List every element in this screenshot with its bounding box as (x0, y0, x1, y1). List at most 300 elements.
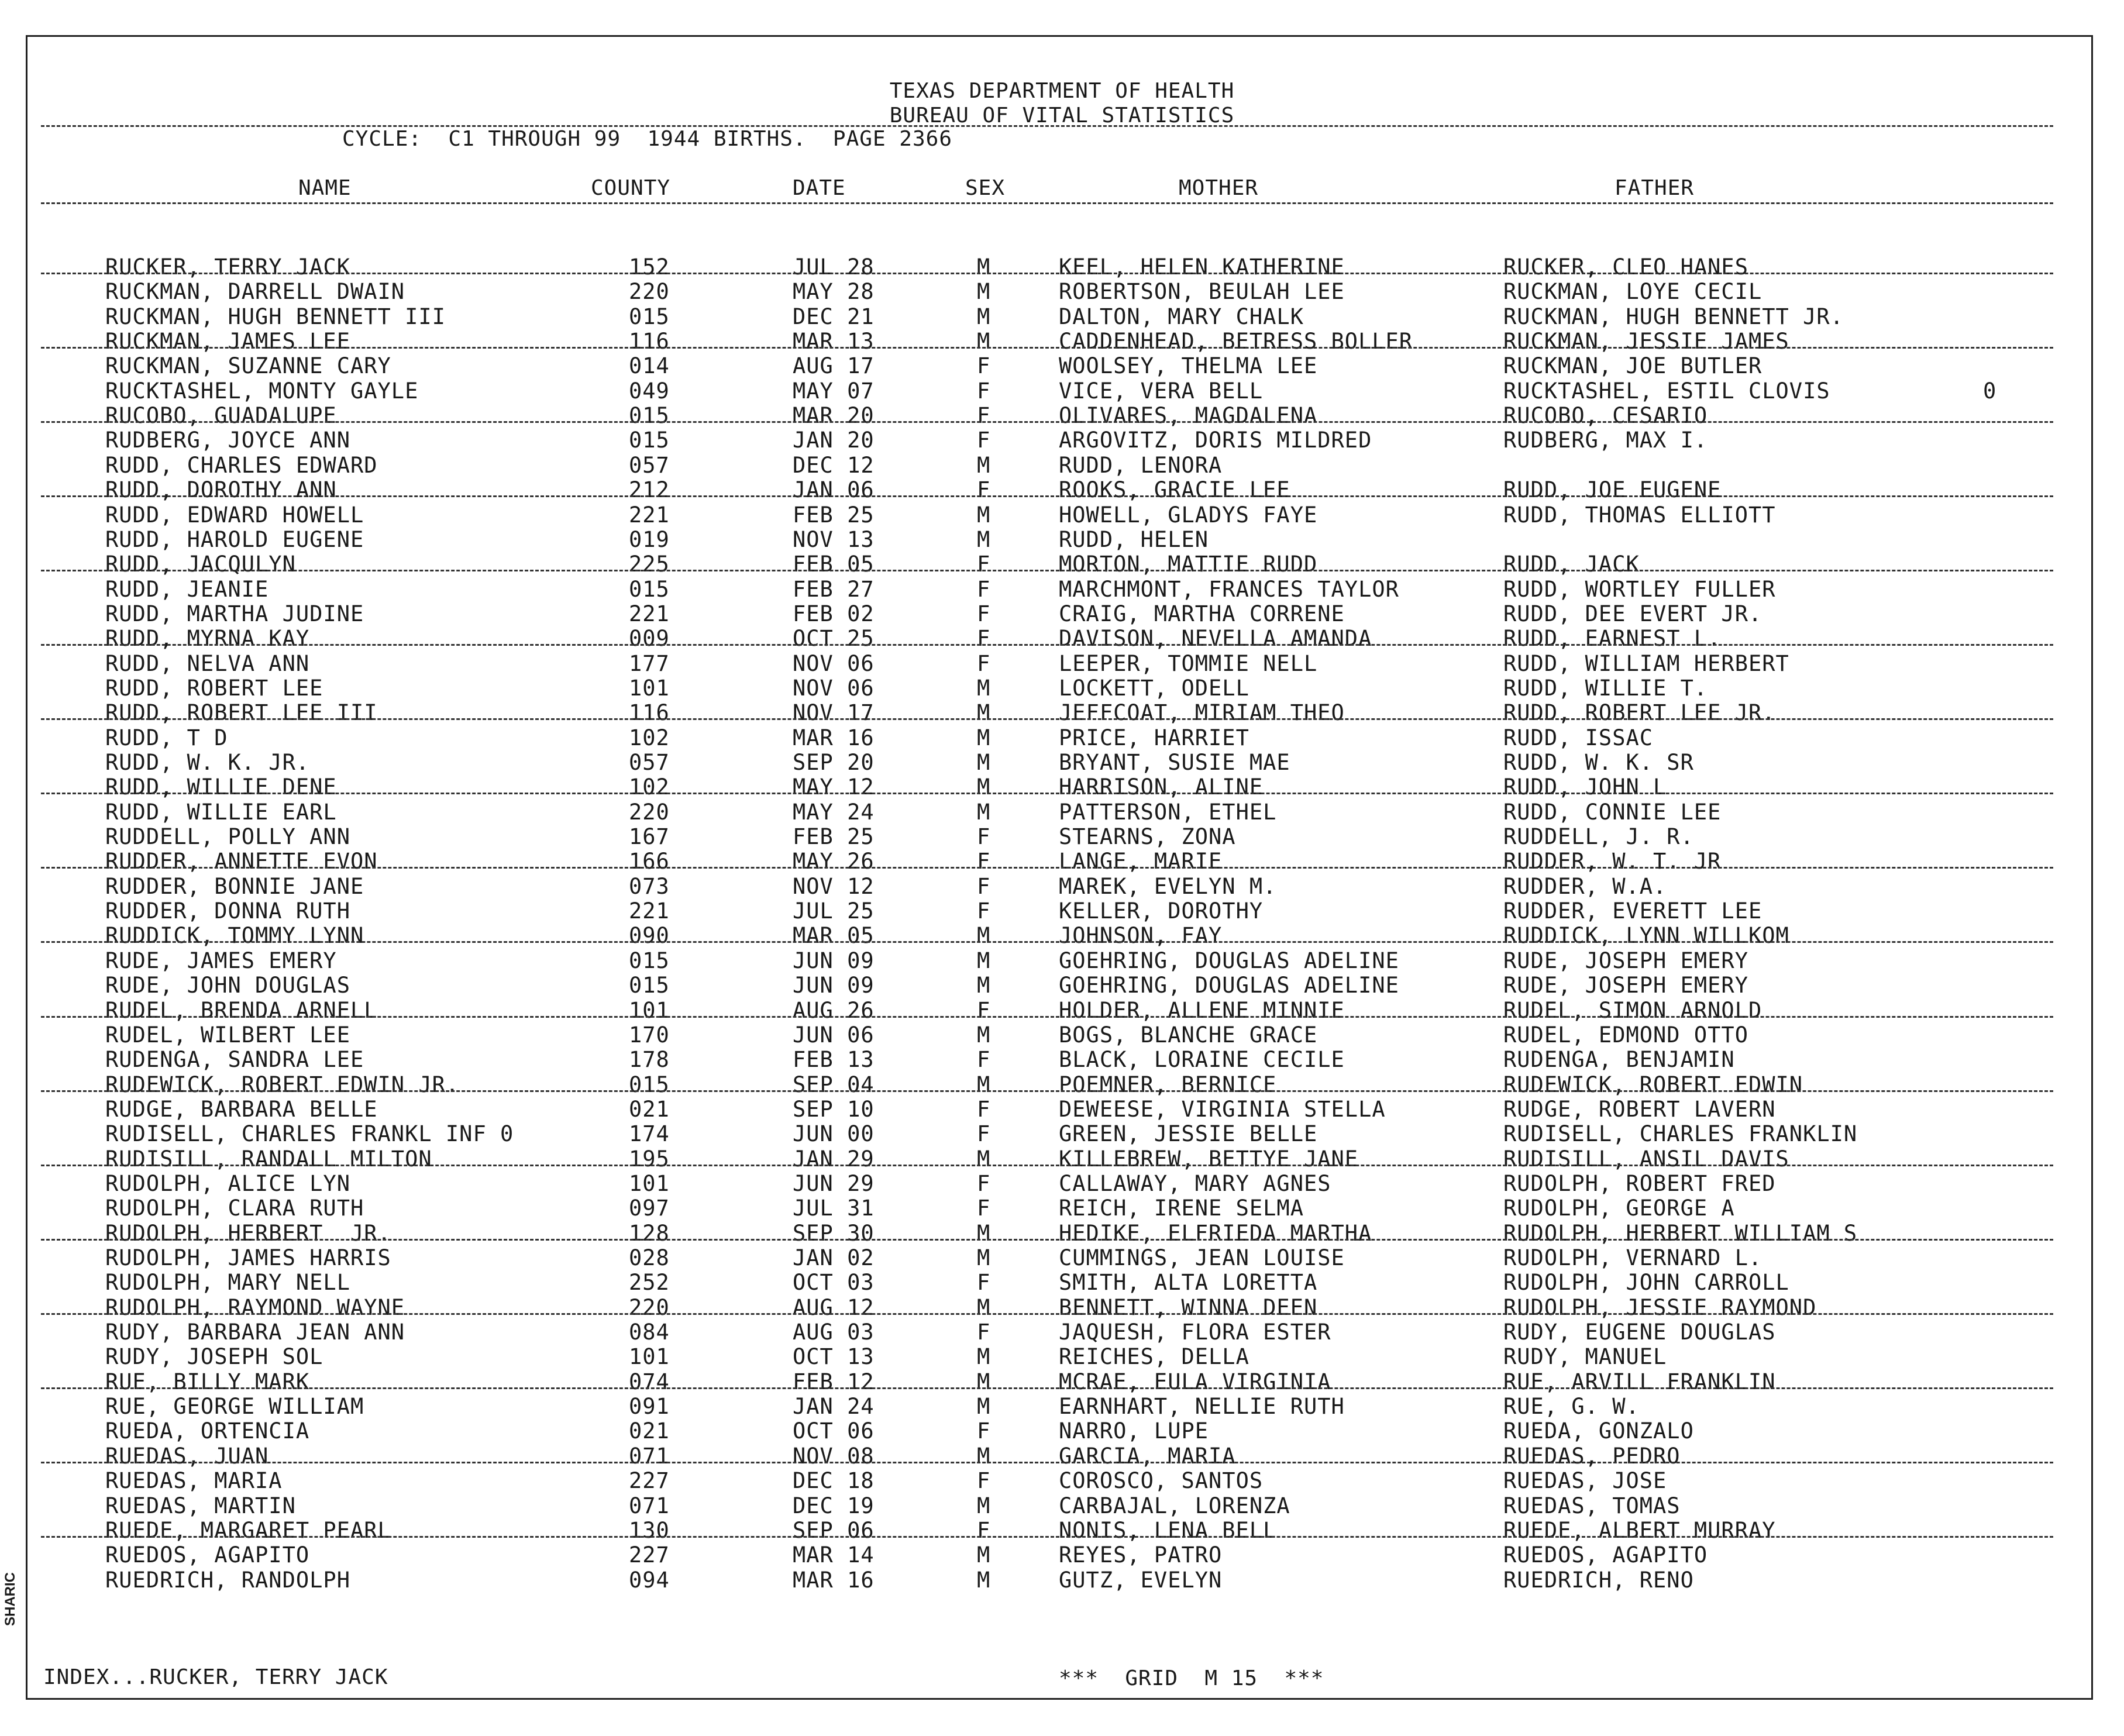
record-mother: JOHNSON, FAY (1059, 923, 1223, 949)
record-sex: M (977, 700, 991, 726)
record-father: RUEDAS, JOSE (1503, 1468, 1667, 1494)
record-date: JUN 09 (793, 948, 875, 973)
record-father: RUDENGA, BENJAMIN (1503, 1047, 1735, 1073)
record-father: RUDGE, ROBERT LAVERN (1503, 1096, 1776, 1122)
record-name: RUE, GEORGE WILLIAM (105, 1394, 364, 1420)
record-mother: ROOKS, GRACIE LEE (1059, 477, 1290, 503)
record-sex: M (977, 1220, 991, 1246)
record-father: RUEDOS, AGAPITO (1503, 1542, 1708, 1568)
col-header-mother: MOTHER (1179, 176, 1259, 200)
record-date: DEC 21 (793, 304, 875, 329)
record-name: RUDOLPH, ALICE LYN (105, 1170, 350, 1196)
record-father: RUCKMAN, LOYE CECIL (1503, 279, 1762, 305)
record-county: 220 (629, 799, 670, 825)
record-sex: F (977, 1170, 991, 1196)
record-date: JAN 29 (793, 1146, 875, 1172)
record-date: JUN 29 (793, 1170, 875, 1196)
record-county: 116 (629, 700, 670, 726)
record-sex: F (977, 378, 991, 404)
record-sex: M (977, 948, 991, 973)
record-father: RUDD, W. K. SR (1503, 750, 1694, 775)
record-date: JUL 28 (793, 254, 875, 280)
record-mother: MORTON, MATTIE RUDD (1059, 552, 1318, 577)
record-county: 015 (629, 948, 670, 973)
record-row (0, 1270, 2124, 1295)
record-date: OCT 06 (793, 1418, 875, 1444)
record-sex: F (977, 1320, 991, 1345)
record-row (0, 924, 2124, 948)
record-county: 091 (629, 1394, 670, 1420)
record-county: 049 (629, 378, 670, 404)
record-sex: M (977, 452, 991, 478)
record-county: 101 (629, 675, 670, 701)
record-county: 195 (629, 1146, 670, 1172)
record-name: RUDEL, WILBERT LEE (105, 1022, 350, 1048)
record-name: RUDD, WILLIE EARL (105, 799, 337, 825)
record-name: RUDDICK, TOMMY LYNN (105, 923, 364, 949)
record-mother: HOLDER, ALLENE MINNIE (1059, 997, 1345, 1023)
col-header-name: NAME (298, 176, 352, 200)
record-date: OCT 13 (793, 1344, 875, 1370)
record-name: RUDY, BARBARA JEAN ANN (105, 1320, 405, 1345)
record-row (0, 1296, 2124, 1320)
record-name: RUEDOS, AGAPITO (105, 1542, 310, 1568)
record-father: RUDISILL, ANSIL DAVIS (1503, 1146, 1789, 1172)
record-name: RUCKMAN, SUZANNE CARY (105, 353, 391, 379)
rule (41, 1016, 2053, 1018)
record-father: RUDD, JOHN L (1503, 774, 1667, 800)
record-row (0, 1147, 2124, 1172)
record-father: RUDDER, W. T. JR (1503, 849, 1722, 874)
record-father: RUCKMAN, JOE BUTLER (1503, 353, 1762, 379)
record-name: RUDD, NELVA ANN (105, 650, 310, 676)
record-row (0, 1172, 2124, 1196)
record-sex: M (977, 502, 991, 528)
record-mother: JEFFCOAT, MIRIAM THEO (1059, 700, 1345, 726)
record-name: RUDOLPH, RAYMOND WAYNE (105, 1294, 405, 1320)
record-sex: F (977, 552, 991, 577)
record-mother: BENNETT, WINNA DEEN (1059, 1294, 1318, 1320)
record-sex: M (977, 923, 991, 949)
record-name: RUDEWICK, ROBERT EDWIN JR. (105, 1072, 460, 1097)
record-date: JUN 09 (793, 973, 875, 998)
record-date: JUL 31 (793, 1196, 875, 1221)
record-mother: SMITH, ALTA LORETTA (1059, 1270, 1318, 1296)
record-sex: F (977, 873, 991, 899)
record-father: RUDD, EARNEST L. (1503, 626, 1722, 652)
record-father: RUDOLPH, GEORGE A (1503, 1196, 1735, 1221)
rule (41, 1462, 2053, 1463)
record-county: 021 (629, 1096, 670, 1122)
record-county: 102 (629, 774, 670, 800)
record-date: JAN 06 (793, 477, 875, 503)
record-mother: MCRAE, EULA VIRGINIA (1059, 1369, 1331, 1394)
record-date: JUL 25 (793, 898, 875, 924)
record-county: 019 (629, 526, 670, 552)
record-county: 097 (629, 1196, 670, 1221)
record-mother: REICHES, DELLA (1059, 1344, 1249, 1370)
record-date: NOV 17 (793, 700, 875, 726)
record-mother: KELLER, DOROTHY (1059, 898, 1264, 924)
record-county: 084 (629, 1320, 670, 1345)
record-row (0, 1494, 2124, 1518)
rule (41, 1313, 2053, 1315)
record-county: 227 (629, 1468, 670, 1494)
record-row (0, 626, 2124, 651)
record-date: MAY 28 (793, 279, 875, 305)
record-row (0, 1394, 2124, 1419)
record-mother: REICH, IRENE SELMA (1059, 1196, 1304, 1221)
record-county: 015 (629, 428, 670, 453)
record-mother: STEARNS, ZONA (1059, 824, 1236, 850)
record-date: MAY 26 (793, 849, 875, 874)
record-name: RUDY, JOSEPH SOL (105, 1344, 323, 1370)
record-father: RUDEL, EDMOND OTTO (1503, 1022, 1748, 1048)
record-date: NOV 06 (793, 675, 875, 701)
record-sex: F (977, 1121, 991, 1147)
rule (41, 421, 2053, 423)
record-name: RUDDER, BONNIE JANE (105, 873, 364, 899)
record-mother: CARBAJAL, LORENZA (1059, 1493, 1290, 1518)
record-row (0, 949, 2124, 973)
record-mother: LEEPER, TOMMIE NELL (1059, 650, 1318, 676)
rule (41, 867, 2053, 869)
record-county: 094 (629, 1567, 670, 1593)
record-county: 167 (629, 824, 670, 850)
record-father: RUEDAS, PEDRO (1503, 1443, 1681, 1469)
record-county: 227 (629, 1542, 670, 1568)
record-sex: F (977, 1270, 991, 1296)
record-sex: M (977, 973, 991, 998)
record-county: 166 (629, 849, 670, 874)
rule (41, 644, 2053, 646)
record-row (0, 305, 2124, 329)
record-father: RUDY, EUGENE DOUGLAS (1503, 1320, 1776, 1345)
record-name: RUDOLPH, CLARA RUTH (105, 1196, 364, 1221)
record-name: RUEDE, MARGARET PEARL (105, 1517, 391, 1543)
record-county: 015 (629, 973, 670, 998)
record-mother: MAREK, EVELYN M. (1059, 873, 1277, 899)
bureau-title: BUREAU OF VITAL STATISTICS (889, 104, 1235, 128)
record-row (0, 1023, 2124, 1048)
record-county: 015 (629, 576, 670, 602)
record-name: RUCKMAN, DARRELL DWAIN (105, 279, 405, 305)
agency-title: TEXAS DEPARTMENT OF HEALTH (889, 79, 1235, 103)
record-name: RUEDA, ORTENCIA (105, 1418, 310, 1444)
record-name: RUDD, MYRNA KAY (105, 626, 310, 652)
record-county: 014 (629, 353, 670, 379)
record-mother: GARCIA, MARIA (1059, 1443, 1236, 1469)
record-date: NOV 06 (793, 650, 875, 676)
record-county: 128 (629, 1220, 670, 1246)
record-county: 221 (629, 898, 670, 924)
record-county: 015 (629, 1072, 670, 1097)
record-mother: EARNHART, NELLIE RUTH (1059, 1394, 1345, 1420)
record-mother: POEMNER, BERNICE (1059, 1072, 1277, 1097)
record-row (0, 1444, 2124, 1469)
record-father: RUDY, MANUEL (1503, 1344, 1667, 1370)
record-name: RUDD, ROBERT LEE (105, 675, 323, 701)
record-row (0, 973, 2124, 998)
record-row (0, 849, 2124, 874)
record-county: 101 (629, 1344, 670, 1370)
record-name: RUDD, WILLIE DENE (105, 774, 337, 800)
record-mother: DALTON, MARY CHALK (1059, 304, 1304, 329)
record-father: RUDOLPH, HERBERT WILLIAM S (1503, 1220, 1858, 1246)
record-county: 071 (629, 1443, 670, 1469)
record-row (0, 676, 2124, 701)
record-row (0, 1097, 2124, 1122)
record-father: RUDOLPH, JESSIE RAYMOND (1503, 1294, 1817, 1320)
record-county: 074 (629, 1369, 670, 1394)
record-name: RUDDELL, POLLY ANN (105, 824, 350, 850)
record-county: 152 (629, 254, 670, 280)
record-date: FEB 27 (793, 576, 875, 602)
record-father: RUDE, JOSEPH EMERY (1503, 973, 1748, 998)
record-mother: BLACK, LORAINE CECILE (1059, 1047, 1345, 1073)
col-header-father: FATHER (1614, 176, 1695, 200)
record-sex: F (977, 1517, 991, 1543)
record-row (0, 1221, 2124, 1246)
record-sex: M (977, 675, 991, 701)
record-county: 220 (629, 1294, 670, 1320)
record-county: 221 (629, 502, 670, 528)
record-mother: COROSCO, SANTOS (1059, 1468, 1264, 1494)
record-row (0, 726, 2124, 750)
record-name: RUDGE, BARBARA BELLE (105, 1096, 378, 1122)
record-sex: M (977, 750, 991, 775)
record-county: 101 (629, 997, 670, 1023)
record-county: 177 (629, 650, 670, 676)
record-father: RUDISELL, CHARLES FRANKLIN (1503, 1121, 1858, 1147)
record-name: RUEDAS, MARIA (105, 1468, 283, 1494)
record-sex: F (977, 898, 991, 924)
record-father: RUE, ARVILL FRANKLIN (1503, 1369, 1776, 1394)
record-county: 116 (629, 329, 670, 354)
record-name: RUE, BILLY MARK (105, 1369, 310, 1394)
record-father: RUDDER, EVERETT LEE (1503, 898, 1762, 924)
record-mother: BOGS, BLANCHE GRACE (1059, 1022, 1318, 1048)
record-name: RUDISILL, RANDALL MILTON (105, 1146, 432, 1172)
record-mother: GREEN, JESSIE BELLE (1059, 1121, 1318, 1147)
record-name: RUDOLPH, JAMES HARRIS (105, 1245, 391, 1270)
record-date: SEP 10 (793, 1096, 875, 1122)
record-father: RUDOLPH, VERNARD L. (1503, 1245, 1762, 1270)
record-date: FEB 02 (793, 601, 875, 626)
record-row (0, 1419, 2124, 1444)
record-row (0, 528, 2124, 552)
record-name: RUCKTASHEL, MONTY GAYLE (105, 378, 419, 404)
record-sex: M (977, 1542, 991, 1568)
rule (41, 495, 2053, 497)
record-date: MAY 12 (793, 774, 875, 800)
record-row (0, 354, 2124, 378)
record-father: RUDD, THOMAS ELLIOTT (1503, 502, 1776, 528)
record-row (0, 503, 2124, 528)
record-mother: CUMMINGS, JEAN LOUISE (1059, 1245, 1345, 1270)
record-extra: 0 (1983, 378, 1997, 404)
record-sex: F (977, 576, 991, 602)
rule (41, 1387, 2053, 1389)
record-name: RUDD, HAROLD EUGENE (105, 526, 364, 552)
side-stamp: SHARIC (2, 1572, 18, 1626)
record-father: RUDD, ROBERT LEE JR. (1503, 700, 1776, 726)
record-date: FEB 13 (793, 1047, 875, 1073)
rule (41, 718, 2053, 720)
record-name: RUDISELL, CHARLES FRANKL INF 0 (105, 1121, 514, 1147)
col-header-date: DATE (793, 176, 846, 200)
record-row (0, 478, 2124, 502)
record-mother: CADDENHEAD, BETRESS BOLLER (1059, 329, 1413, 354)
record-mother: OLIVARES, MAGDALENA (1059, 403, 1318, 429)
record-mother: HEDIKE, ELFRIEDA MARTHA (1059, 1220, 1372, 1246)
record-date: MAR 16 (793, 1567, 875, 1593)
record-sex: F (977, 997, 991, 1023)
record-sex: M (977, 1245, 991, 1270)
record-date: FEB 25 (793, 502, 875, 528)
record-date: NOV 12 (793, 873, 875, 899)
record-father: RUDD, CONNIE LEE (1503, 799, 1722, 825)
record-father: RUDOLPH, ROBERT FRED (1503, 1170, 1776, 1196)
record-county: 130 (629, 1517, 670, 1543)
record-name: RUCOBO, GUADALUPE (105, 403, 337, 429)
record-date: OCT 03 (793, 1270, 875, 1296)
record-sex: M (977, 1146, 991, 1172)
record-sex: F (977, 849, 991, 874)
record-sex: M (977, 799, 991, 825)
record-row (0, 1469, 2124, 1493)
record-sex: M (977, 254, 991, 280)
record-name: RUDDER, ANNETTE EVON (105, 849, 378, 874)
record-row (0, 775, 2124, 800)
record-county: 252 (629, 1270, 670, 1296)
record-sex: M (977, 1394, 991, 1420)
record-mother: KEEL, HELEN KATHERINE (1059, 254, 1345, 280)
record-sex: M (977, 1567, 991, 1593)
record-father: RUDD, WORTLEY FULLER (1503, 576, 1776, 602)
record-row (0, 701, 2124, 725)
rule (41, 1090, 2053, 1092)
record-father: RUDD, JOE EUGENE (1503, 477, 1722, 503)
record-county: 225 (629, 552, 670, 577)
record-mother: PRICE, HARRIET (1059, 725, 1249, 750)
record-father: RUDDER, W.A. (1503, 873, 1667, 899)
record-mother: BRYANT, SUSIE MAE (1059, 750, 1290, 775)
rule (41, 347, 2053, 349)
record-mother: DEWEESE, VIRGINIA STELLA (1059, 1096, 1386, 1122)
record-name: RUDDER, DONNA RUTH (105, 898, 350, 924)
record-date: FEB 25 (793, 824, 875, 850)
record-date: MAR 13 (793, 329, 875, 354)
record-county: 178 (629, 1047, 670, 1073)
record-date: MAR 05 (793, 923, 875, 949)
record-father: RUDD, ISSAC (1503, 725, 1654, 750)
record-mother: HARRISON, ALINE (1059, 774, 1264, 800)
record-name: RUDBERG, JOYCE ANN (105, 428, 350, 453)
record-mother: ROBERTSON, BEULAH LEE (1059, 279, 1345, 305)
record-mother: HOWELL, GLADYS FAYE (1059, 502, 1318, 528)
record-mother: NARRO, LUPE (1059, 1418, 1209, 1444)
record-row (0, 800, 2124, 825)
record-sex: F (977, 1418, 991, 1444)
record-county: 102 (629, 725, 670, 750)
rule (41, 1239, 2053, 1241)
record-sex: M (977, 526, 991, 552)
record-date: MAR 20 (793, 403, 875, 429)
record-county: 071 (629, 1493, 670, 1518)
record-date: MAR 16 (793, 725, 875, 750)
record-father: RUDD, DEE EVERT JR. (1503, 601, 1762, 626)
record-county: 174 (629, 1121, 670, 1147)
record-date: JAN 24 (793, 1394, 875, 1420)
record-father: RUDOLPH, JOHN CARROLL (1503, 1270, 1789, 1296)
record-name: RUDOLPH, HERBERT JR. (105, 1220, 391, 1246)
record-row (0, 1196, 2124, 1221)
record-date: DEC 18 (793, 1468, 875, 1494)
record-name: RUDD, W. K. JR. (105, 750, 310, 775)
record-county: 015 (629, 403, 670, 429)
record-sex: F (977, 1468, 991, 1494)
record-name: RUDD, JACQULYN (105, 552, 296, 577)
record-row (0, 899, 2124, 924)
record-sex: M (977, 1493, 991, 1518)
record-row (0, 552, 2124, 577)
cycle-line: CYCLE: C1 THROUGH 99 1944 BIRTHS. PAGE 2366 (342, 127, 952, 151)
record-sex: F (977, 428, 991, 453)
record-father: RUDDICK, LYNN WILLKOM (1503, 923, 1789, 949)
record-row (0, 1518, 2124, 1543)
record-date: AUG 03 (793, 1320, 875, 1345)
record-row (0, 1320, 2124, 1345)
record-sex: M (977, 1072, 991, 1097)
record-sex: F (977, 353, 991, 379)
rule (41, 941, 2053, 943)
rule (41, 793, 2053, 794)
record-father: RUEDE, ALBERT MURRAY (1503, 1517, 1776, 1543)
record-mother: GUTZ, EVELYN (1059, 1567, 1223, 1593)
record-date: FEB 05 (793, 552, 875, 577)
record-sex: M (977, 1344, 991, 1370)
record-county: 021 (629, 1418, 670, 1444)
record-row (0, 874, 2124, 899)
record-mother: NONIS, LENA BELL (1059, 1517, 1277, 1543)
record-sex: F (977, 1196, 991, 1221)
record-sex: M (977, 329, 991, 354)
record-row (0, 428, 2124, 453)
record-row (0, 1345, 2124, 1369)
record-row (0, 1568, 2124, 1593)
record-mother: GOEHRING, DOUGLAS ADELINE (1059, 973, 1399, 998)
record-date: AUG 17 (793, 353, 875, 379)
record-date: FEB 12 (793, 1369, 875, 1394)
record-mother: RUDD, HELEN (1059, 526, 1209, 552)
col-header-sex: SEX (965, 176, 1006, 200)
record-date: JUN 00 (793, 1121, 875, 1147)
record-sex: F (977, 1047, 991, 1073)
record-mother: KILLEBREW, BETTYE JANE (1059, 1146, 1359, 1172)
record-name: RUCKER, TERRY JACK (105, 254, 350, 280)
record-sex: F (977, 477, 991, 503)
record-mother: RUDD, LENORA (1059, 452, 1223, 478)
record-row (0, 1073, 2124, 1097)
record-sex: M (977, 725, 991, 750)
record-row (0, 453, 2124, 478)
record-name: RUCKMAN, HUGH BENNETT III (105, 304, 446, 329)
record-date: NOV 13 (793, 526, 875, 552)
rule (41, 202, 2053, 204)
record-name: RUDD, CHARLES EDWARD (105, 452, 378, 478)
record-sex: F (977, 650, 991, 676)
